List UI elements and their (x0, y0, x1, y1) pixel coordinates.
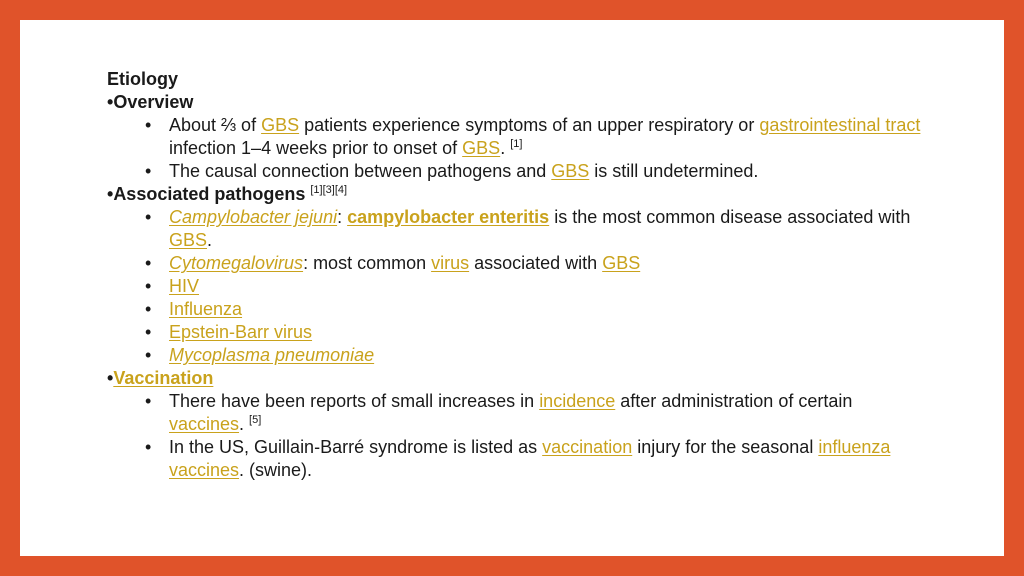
link-incidence[interactable]: incidence (539, 391, 616, 411)
item-text: after administration of certain (615, 391, 853, 411)
item-text: patients experience symptoms of an upper respiratory or (299, 115, 760, 135)
link-virus[interactable]: virus (431, 253, 470, 273)
pathogens-list (107, 206, 1004, 367)
section-bullet: • (107, 368, 114, 388)
list-item (107, 275, 929, 298)
item-text: The causal connection between pathogens and (169, 161, 552, 181)
link-gbs[interactable]: GBS (261, 115, 300, 135)
list-item (107, 160, 929, 183)
link-gbs[interactable]: GBS (602, 253, 641, 273)
item-bullet: • (145, 299, 152, 319)
item-text: : (337, 207, 348, 227)
list-item (107, 298, 929, 321)
list-item (107, 206, 929, 252)
slide-title: Etiology (107, 69, 178, 89)
reference-1[interactable]: [1] (510, 138, 523, 150)
section-heading-pathogens: Associated pathogens (113, 184, 311, 204)
item-text: There have been reports of small increases in (169, 391, 540, 411)
link-vaccines[interactable]: vaccines (169, 460, 240, 480)
list-item (107, 390, 929, 436)
item-bullet: • (145, 437, 152, 457)
link-vaccination-heading[interactable]: Vaccination (113, 368, 214, 388)
reference-1-3-4[interactable]: [1][3][4] (310, 184, 348, 196)
link-vaccination[interactable]: vaccination (542, 437, 633, 457)
link-gastrointestinal-tract[interactable]: gastrointestinal tract (759, 115, 921, 135)
item-text: In the US, Guillain-Barré syndrome is listed as (169, 437, 543, 457)
item-text: . (500, 138, 511, 158)
item-text: is still undetermined. (589, 161, 759, 181)
item-text: About ⅔ of (169, 115, 262, 135)
item-text: . (239, 414, 250, 434)
link-gbs[interactable]: GBS (169, 230, 208, 250)
slide (20, 20, 1004, 556)
list-item (107, 114, 929, 160)
item-bullet: • (145, 253, 152, 273)
link-hiv[interactable]: HIV (169, 276, 200, 296)
link-campylobacter-jejuni[interactable]: Campylobacter jejuni (169, 207, 338, 227)
link-cytomegalovirus[interactable]: Cytomegalovirus (169, 253, 304, 273)
section-pathogens (107, 183, 1004, 206)
item-bullet: • (145, 276, 152, 296)
item-text: associated with (469, 253, 603, 273)
section-overview (107, 91, 1004, 114)
item-text: injury for the seasonal (632, 437, 819, 457)
item-bullet: • (145, 322, 152, 342)
link-epstein-barr-virus[interactable]: Epstein-Barr virus (169, 322, 313, 342)
vaccination-list (107, 390, 1004, 482)
item-text: . (207, 230, 213, 250)
list-item (107, 436, 929, 482)
link-mycoplasma-pneumoniae[interactable]: Mycoplasma pneumoniae (169, 345, 375, 365)
item-text: is the most common disease associated with (549, 207, 911, 227)
item-text: : most common (303, 253, 432, 273)
list-item (107, 252, 929, 275)
section-bullet: • (107, 92, 114, 112)
overview-list (107, 114, 1004, 183)
item-bullet: • (145, 345, 152, 365)
item-text: . (swine). (239, 460, 313, 480)
link-campylobacter-enteritis[interactable]: campylobacter enteritis (347, 207, 550, 227)
item-bullet: • (145, 391, 152, 411)
link-vaccines[interactable]: vaccines (169, 414, 240, 434)
list-item (107, 321, 929, 344)
link-gbs[interactable]: GBS (462, 138, 501, 158)
item-bullet: • (145, 161, 152, 181)
item-bullet: • (145, 207, 152, 227)
item-bullet: • (145, 115, 152, 135)
link-gbs[interactable]: GBS (551, 161, 590, 181)
section-bullet: • (107, 184, 114, 204)
link-influenza[interactable]: Influenza (169, 299, 243, 319)
item-text: infection 1–4 weeks prior to onset of (169, 138, 463, 158)
reference-5[interactable]: [5] (249, 414, 262, 426)
section-vaccination (107, 367, 1004, 390)
link-influenza[interactable]: influenza (818, 437, 891, 457)
section-heading-overview: Overview (113, 92, 194, 112)
list-item (107, 344, 929, 367)
